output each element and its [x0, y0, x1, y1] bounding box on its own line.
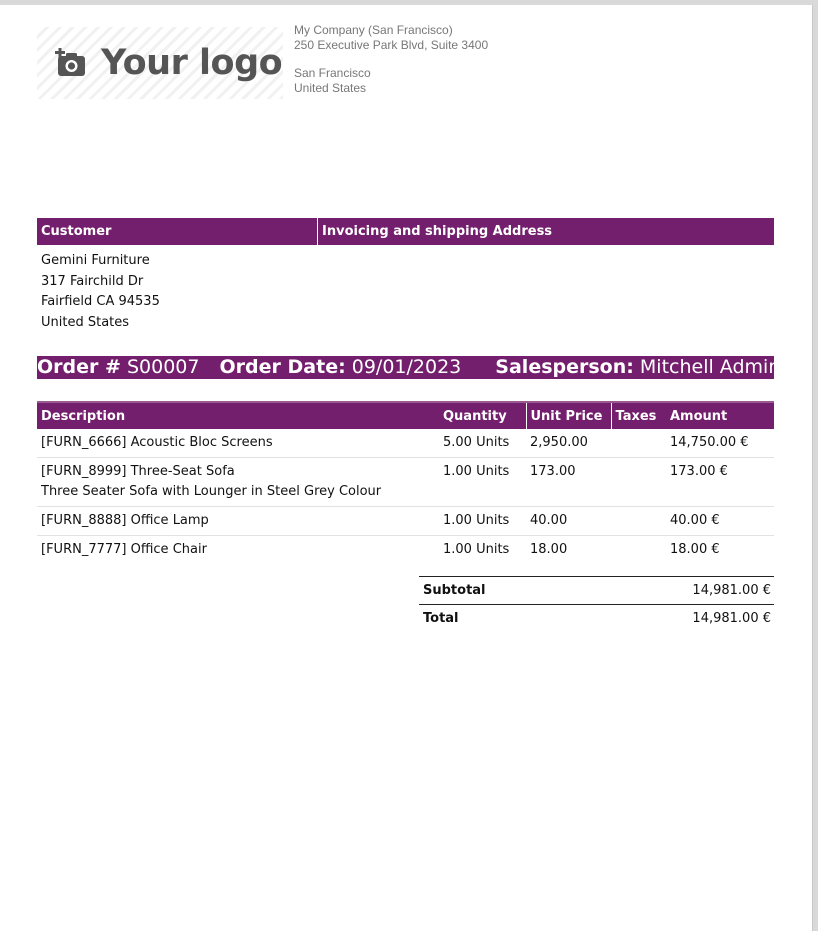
line-unit-price: 2,950.00	[526, 429, 611, 458]
table-row	[37, 536, 774, 565]
subtotal-value: 14,981.00 €	[578, 577, 774, 605]
line-quantity: 5.00 Units	[439, 429, 526, 458]
line-product: [FURN_6666] Acoustic Bloc Screens	[41, 435, 273, 450]
salesperson	[495, 356, 780, 378]
order-number-value: S00007	[126, 356, 200, 378]
line-taxes	[611, 536, 666, 565]
company-street: 250 Executive Park Blvd, Suite 3400	[294, 37, 489, 52]
company-logo[interactable]	[37, 27, 283, 99]
line-product: [FURN_8999] Three-Seat Sofa	[41, 464, 235, 479]
order-date-value: 09/01/2023	[351, 356, 462, 378]
salesperson-label: Salesperson:	[495, 356, 634, 378]
order-number	[37, 356, 199, 378]
line-amount: 14,750.00 €	[666, 429, 774, 458]
line-unit-price: 173.00	[526, 458, 611, 507]
order-date-label: Order Date:	[219, 356, 346, 378]
totals-table	[419, 576, 774, 632]
col-description: Description	[37, 402, 439, 429]
line-taxes	[611, 507, 666, 536]
company-country: United States	[294, 80, 367, 95]
col-quantity: Quantity	[439, 402, 526, 429]
line-description	[37, 536, 439, 565]
col-taxes: Taxes	[611, 402, 666, 429]
subtotal-row	[419, 577, 774, 605]
line-taxes	[611, 458, 666, 507]
subtotal-label: Subtotal	[419, 577, 578, 605]
line-quantity: 1.00 Units	[439, 458, 526, 507]
table-row	[37, 458, 774, 507]
order-number-label: Order #	[37, 356, 121, 378]
line-quantity: 1.00 Units	[439, 507, 526, 536]
line-amount: 173.00 €	[666, 458, 774, 507]
address-heading: Invoicing and shipping Address	[322, 224, 553, 239]
line-quantity: 1.00 Units	[443, 542, 510, 557]
line-amount: 40.00 €	[666, 507, 774, 536]
customer-address	[41, 251, 160, 333]
line-unit-price: 40.00	[526, 507, 611, 536]
total-value: 14,981.00 €	[578, 605, 774, 633]
line-description	[37, 458, 439, 507]
salesperson-value: Mitchell Admin	[639, 356, 781, 378]
total-label: Total	[419, 605, 578, 633]
col-unit-price: Unit Price	[526, 402, 611, 429]
line-product: [FURN_7777] Office Chair	[41, 542, 207, 557]
customer-city: Fairfield CA 94535	[41, 294, 160, 309]
line-description	[37, 507, 439, 536]
logo-text: Your logo	[101, 43, 283, 83]
order-lines-table	[37, 401, 774, 564]
company-address	[294, 23, 488, 95]
report-page	[0, 5, 813, 931]
order-date	[220, 356, 462, 378]
customer-name: Gemini Furniture	[41, 253, 150, 268]
camera-plus-icon	[55, 48, 87, 78]
order-info-bar	[37, 356, 781, 379]
customer-header	[37, 218, 774, 245]
table-header-row	[37, 402, 774, 429]
col-amount: Amount	[666, 402, 774, 429]
company-name: My Company (San Francisco)	[294, 23, 453, 37]
line-amount: 18.00 €	[670, 542, 720, 557]
line-unit-price: 18.00	[530, 542, 568, 557]
customer-country: United States	[41, 314, 130, 330]
line-description	[37, 429, 439, 458]
table-row	[37, 429, 774, 458]
customer-street: 317 Fairchild Dr	[41, 273, 144, 289]
line-taxes	[611, 429, 666, 458]
total-row	[419, 605, 774, 633]
line-note: Three Seater Sofa with Lounger in Steel Grey Colour	[41, 484, 382, 499]
company-city: San Francisco	[294, 66, 371, 80]
customer-heading: Customer	[37, 218, 318, 245]
table-row	[37, 507, 774, 536]
line-product: [FURN_8888] Office Lamp	[41, 513, 209, 528]
